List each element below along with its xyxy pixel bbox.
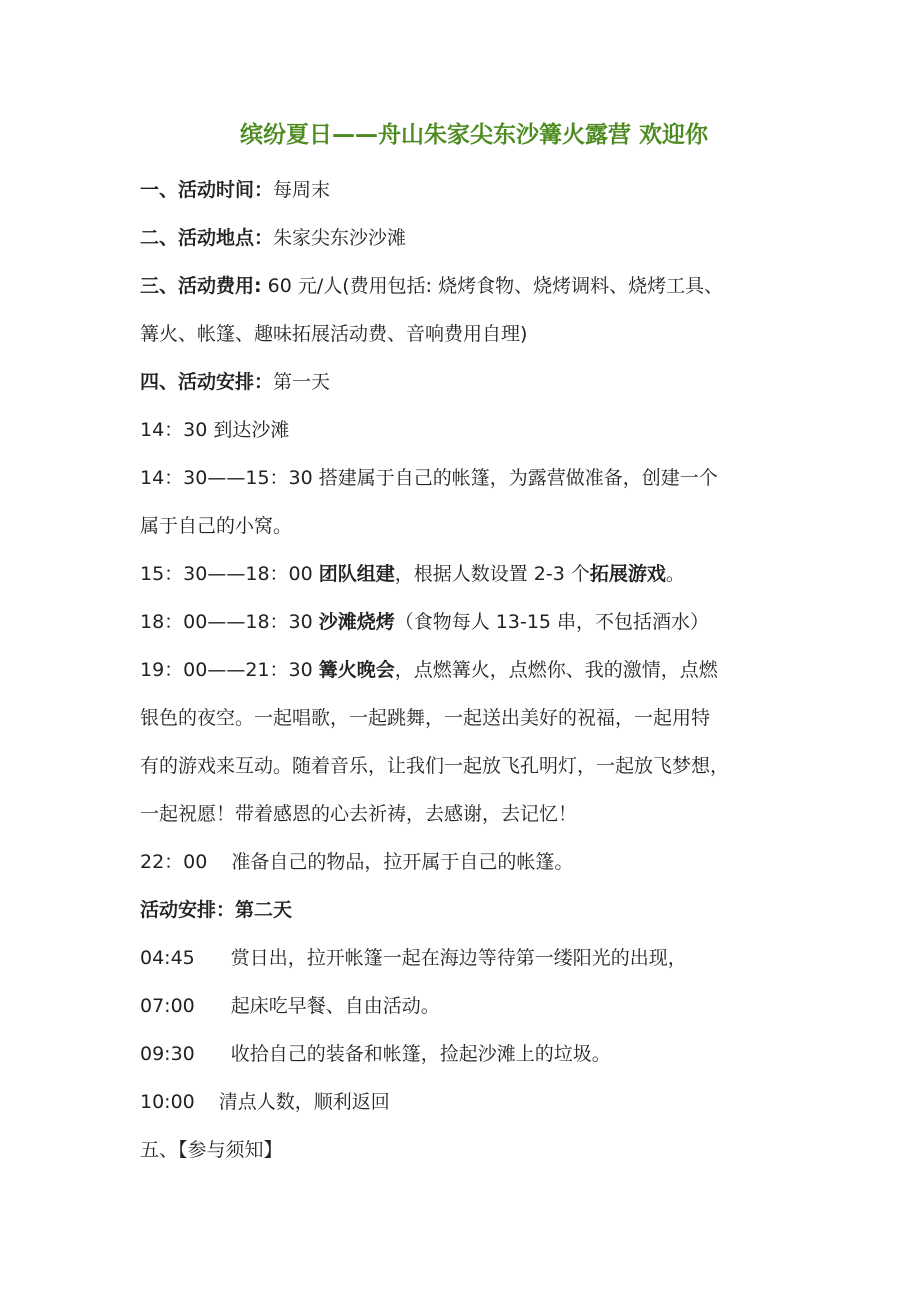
day2-item-return: [140, 1078, 800, 1126]
day1-item-bonfire-time: 19：00——21：30: [140, 659, 319, 681]
day1-item-team-mid: ，根据人数设置 2-3 个: [394, 563, 590, 585]
notice-heading: 五、【参与须知】: [140, 1139, 283, 1161]
day1-item-team-end: 。: [665, 563, 685, 585]
day2-item-pack-time: 09:30: [140, 1043, 195, 1065]
day1-item-rest: [140, 838, 800, 886]
day1-item-rest-time: 22：00: [140, 851, 208, 873]
day1-item-tent-continued: 属于自己的小窝。: [140, 515, 293, 537]
document-title: 缤纷夏日——舟山朱家尖东沙篝火露营 欢迎你: [239, 122, 708, 148]
day1-item-rest-text: 准备自己的物品，拉开属于自己的帐篷。: [231, 851, 574, 873]
day2-item-sunrise-time: 04:45: [140, 947, 195, 969]
day2-item-sunrise: [140, 934, 800, 982]
activity-schedule: [140, 358, 800, 406]
activity-fee-value: 60 元/人(费用包括: 烧烤食物、烧烤调料、烧烤工具、: [261, 275, 724, 297]
activity-time-value: 每周末: [273, 179, 331, 201]
activity-time: [140, 166, 800, 214]
activity-fee-label: 三、活动费用:: [140, 275, 262, 297]
day2-item-breakfast: [140, 982, 800, 1030]
day1-item-team: [140, 550, 800, 598]
day1-item-bbq-time: 18：00——18：30: [140, 611, 319, 633]
activity-time-label: 一、活动时间：: [140, 179, 274, 201]
day1-item-team-time: 15：30——18：00: [140, 563, 319, 585]
day1-item-bonfire-bold: 篝火晚会: [318, 659, 395, 681]
day2-item-return-text: 清点人数，顺利返回: [218, 1091, 390, 1113]
day1-item-bonfire-line2: 银色的夜空。一起唱歌，一起跳舞，一起送出美好的祝福，一起用特: [140, 707, 711, 729]
day1-item-bbq-end: （食物每人 13-15 串，不包括酒水）: [394, 611, 710, 633]
day2-item-breakfast-text: 起床吃早餐、自由活动。: [230, 995, 440, 1017]
activity-place-value: 朱家尖东沙沙滩: [273, 227, 407, 249]
day1-item-bbq-bold: 沙滩烧烤: [318, 611, 395, 633]
day1-item-tent: 14：30——15：30 搭建属于自己的帐篷，为露营做准备，创建一个: [140, 467, 718, 489]
activity-fee: [140, 262, 800, 310]
day2-item-breakfast-time: 07:00: [140, 995, 195, 1017]
day1-item-bbq: [140, 598, 800, 646]
day2-heading: 活动安排：第二天: [140, 899, 293, 921]
activity-place-label: 二、活动地点：: [140, 227, 274, 249]
day2-item-pack: [140, 1030, 800, 1078]
day1-item-bonfire: [140, 646, 800, 694]
activity-place: [140, 214, 800, 262]
day2-item-pack-text: 收拾自己的装备和帐篷，捡起沙滩上的垃圾。: [230, 1043, 611, 1065]
activity-schedule-day1: 第一天: [273, 371, 331, 393]
day2-item-sunrise-text: 赏日出，拉开帐篷一起在海边等待第一缕阳光的出现，: [230, 947, 687, 969]
activity-fee-continued: 篝火、帐篷、趣味拓展活动费、音响费用自理): [140, 323, 528, 345]
day1-item-team-bold: 团队组建: [318, 563, 395, 585]
day2-item-return-time: 10:00: [140, 1091, 195, 1113]
day1-item-team-games: 拓展游戏: [589, 563, 666, 585]
day1-item-bonfire-line3: 有的游戏来互动。随着音乐，让我们一起放飞孔明灯，一起放飞梦想，: [140, 755, 730, 777]
day1-item-bonfire-line4: 一起祝愿！带着感恩的心去祈祷，去感谢，去记忆！: [140, 803, 578, 825]
day1-item-bonfire-end: ，点燃篝火，点燃你、我的激情，点燃: [394, 659, 718, 681]
activity-schedule-label: 四、活动安排：: [140, 371, 274, 393]
day1-item-arrival: 14：30 到达沙滩: [140, 419, 290, 441]
